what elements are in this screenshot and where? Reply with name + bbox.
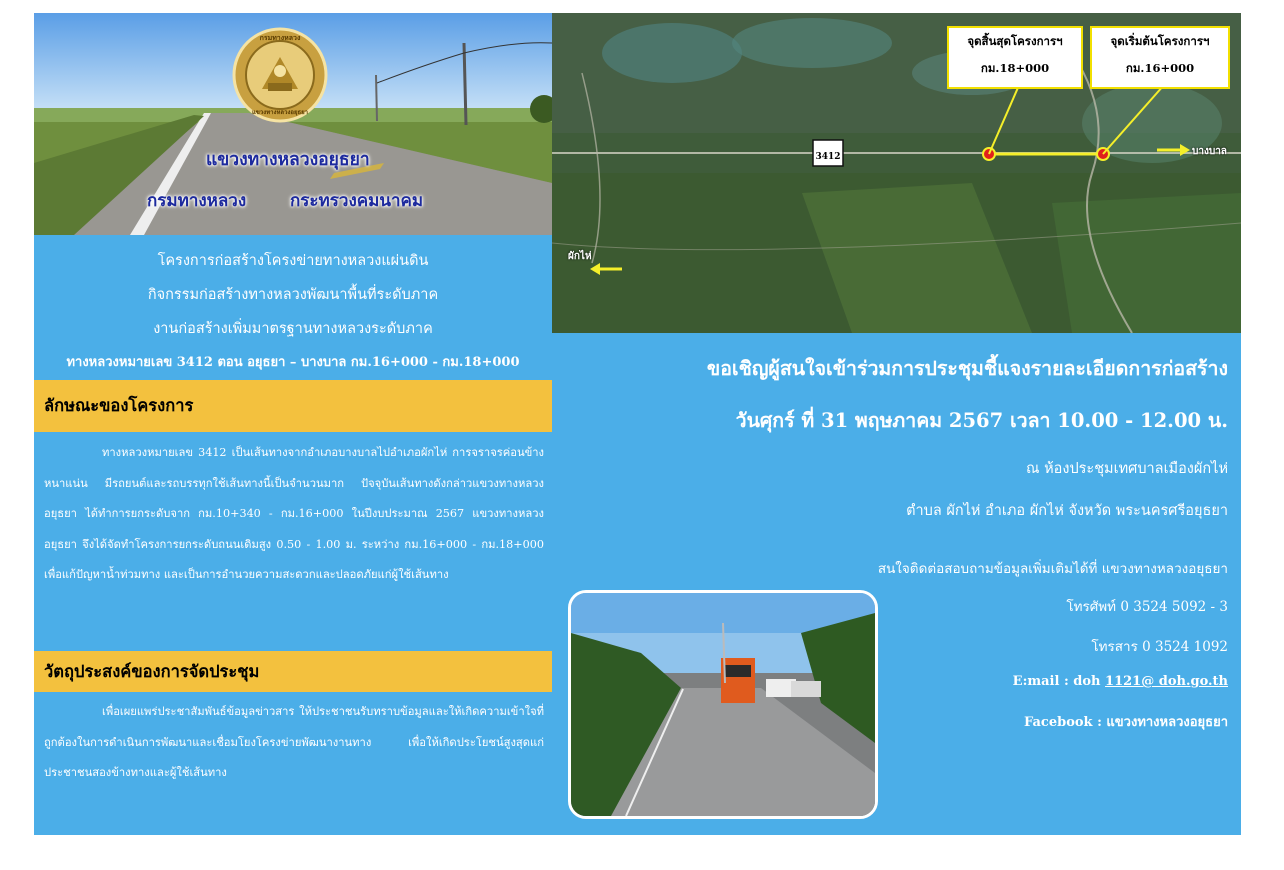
- start-point-callout: [1090, 26, 1230, 89]
- section-objective-heading: [34, 651, 552, 692]
- department-name: กรมทางหลวง: [147, 191, 247, 211]
- logo-text-bottom: แขวงทางหลวงอยุธยา: [251, 109, 309, 116]
- start-point-km: กม.16+000: [1125, 61, 1195, 75]
- road-truck-illustration: [571, 593, 875, 816]
- contact-fax: โทรสาร 0 3524 1092: [1091, 639, 1228, 655]
- meeting-date-time: วันศุกร์ ที่ 31 พฤษภาคม 2567 เวลา 10.00 - 12.00 น.: [735, 409, 1228, 432]
- intro-line-4: ทางหลวงหมายเลข 3412 ตอน อยุธยา – บางบาล กม.16+000 - กม.18+000: [66, 355, 520, 370]
- direction-right-label: บางบาล: [1192, 146, 1227, 157]
- ministry-name: กระทรวงคมนาคม: [290, 191, 424, 211]
- section-characteristics-title: ลักษณะของโครงการ: [44, 396, 194, 415]
- email-link[interactable]: 1121@ doh.go.th: [1105, 674, 1228, 689]
- email-prefix: E:mail : doh: [1012, 674, 1106, 689]
- intro-line-2: กิจกรรมก่อสร้างทางหลวงพัฒนาพื้นที่ระดับภาค: [147, 287, 439, 303]
- invitation-title: ขอเชิญผู้สนใจเข้าร่วมการประชุมชี้แจงรายละเอียดการก่อสร้าง: [706, 357, 1228, 380]
- meeting-address: ตำบล ผักไห่ อำเภอ ผักไห่ จังหวัด พระนครศรีอยุธยา: [906, 503, 1228, 519]
- doh-logo: [232, 27, 328, 123]
- direction-left-label: ผักไห่: [568, 251, 592, 262]
- logo-text-top: กรมทางหลวง: [259, 33, 301, 42]
- section-objective-title: วัตถุประสงค์ของการจัดประชุม: [44, 661, 260, 681]
- characteristics-paragraph: ทางหลวงหมายเลข 3412 เป็นเส้นทางจากอำเภอบางบาลไปอำเภอผักไห่ การจราจรค่อนข้างหนาแน่น มีรถยนต์และรถบรรทุกใช้เส้นทางนี้เป็นจำนวนมาก ปัจจุบันเส้นทางดังกล่าวแขวงทางหลวงอยุธยา ได้ทำการยกระดับจาก กม.10+340 - กม.16+000 ในปีงบประมาณ 2567 แขวงทางหลวงอยุธยา จึงได้จัดทำโครงการยกระดับถนนเดิมสูง 0.50 - 1.00 ม. ระหว่าง กม.16+000 - กม.18+000 เพื่อแก้ปัญหาน้ำท่วมทาง และเป็นการอำนวยความสะดวกและปลอดภัยแก่ผู้ใช้เส้นทาง: [44, 446, 544, 581]
- left-info-panel: [34, 235, 552, 835]
- contact-phone: โทรศัพท์ 0 3524 5092 - 3: [1066, 599, 1228, 615]
- end-point-label: จุดสิ้นสุดโครงการฯ: [967, 34, 1063, 48]
- objective-paragraph: เพื่อเผยแพร่ประชาสัมพันธ์ข้อมูลข่าวสาร ให้ประชาชนรับทราบข้อมูลและให้เกิดความเข้าใจที่ถูกต้องในการดำเนินการพัฒนาและเชื่อมโยงโครงข่ายพัฒนางานทาง เพื่อให้เกิดประโยชน์สูงสุดแก่ประชาชนสองข้างทางและผู้ใช้เส้นทาง: [44, 705, 544, 779]
- meeting-venue: ณ ห้องประชุมเทศบาลเมืองผักไห่: [1026, 461, 1228, 477]
- contact-facebook: Facebook : แขวงทางหลวงอยุธยา: [1023, 715, 1228, 730]
- project-location-map: [552, 13, 1241, 333]
- office-name: แขวงทางหลวงอยุธยา: [206, 150, 370, 170]
- end-point-callout: [947, 26, 1083, 89]
- contact-intro: สนใจติดต่อสอบถามข้อมูลเพิ่มเติมได้ที่ แขวงทางหลวงอยุธยา: [877, 561, 1228, 577]
- section-objective-body: [44, 697, 544, 789]
- contact-email: [1013, 674, 1228, 689]
- intro-line-3: งานก่อสร้างเพิ่มมาตรฐานทางหลวงระดับภาค: [153, 321, 433, 337]
- start-point-label: จุดเริ่มต้นโครงการฯ: [1110, 34, 1210, 48]
- route-shield-number: 3412: [815, 152, 841, 162]
- end-point-km: กม.18+000: [980, 61, 1050, 75]
- header-photo: [34, 13, 552, 235]
- road-photo: [568, 590, 878, 819]
- intro-line-1: โครงการก่อสร้างโครงข่ายทางหลวงแผ่นดิน: [157, 253, 429, 269]
- section-characteristics-body: [44, 438, 544, 591]
- section-characteristics-heading: [34, 380, 552, 432]
